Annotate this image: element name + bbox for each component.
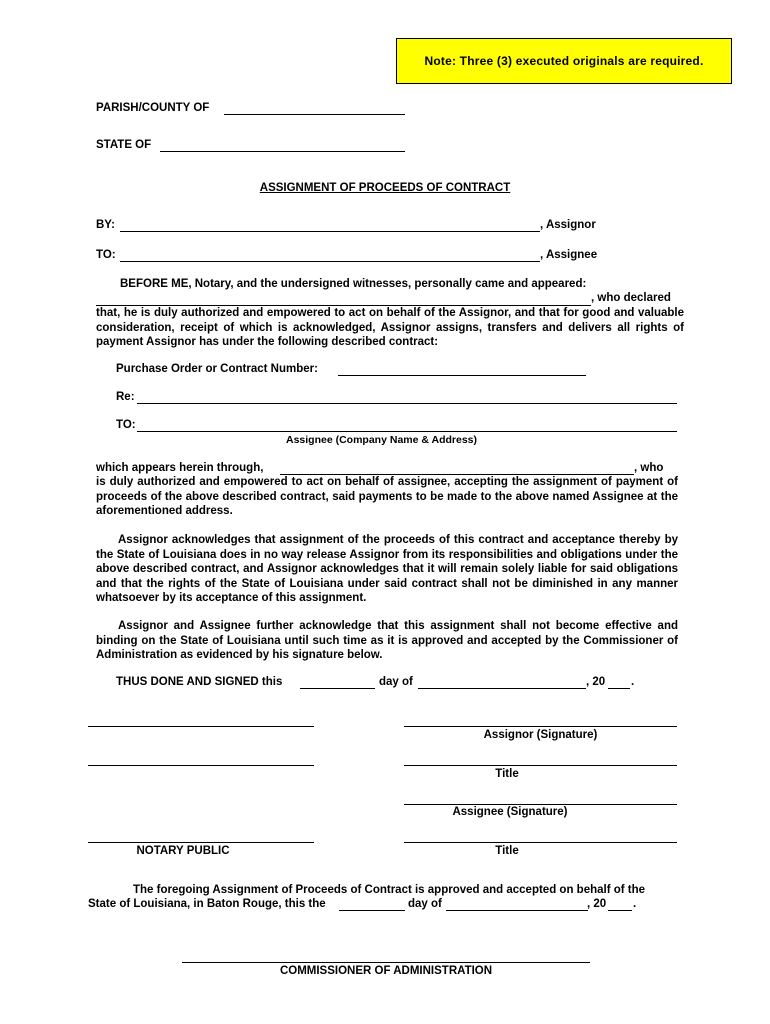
through-paragraph: is duly authorized and empowered to act on behalf of assignee, accepting the assignment of payment of proceeds of the above described contract, said payments to be made to the above named Assignee at the aforementioned address. xyxy=(96,476,678,517)
commissioner-signature-line[interactable] xyxy=(182,962,590,963)
signed-lead: THUS DONE AND SIGNED this xyxy=(116,676,283,688)
assignor-signature-line[interactable] xyxy=(404,726,677,727)
approval-day-of: day of xyxy=(408,898,442,910)
signed-year-prefix: , 20 xyxy=(586,676,606,688)
approval-line-1: The foregoing Assignment of Proceeds of Contract is approved and accepted on behalf of the xyxy=(133,884,646,896)
notary-signature-line[interactable] xyxy=(88,842,314,843)
approval-period: . xyxy=(633,898,637,910)
assignor-field[interactable] xyxy=(120,231,540,232)
re-field[interactable] xyxy=(137,403,677,404)
assignor-signature-caption: Assignor (Signature) xyxy=(483,729,598,741)
approval-requirement-paragraph xyxy=(96,619,678,663)
acknowledgement-text: Assignor acknowledges that assignment of the proceeds of this contract and acceptance thereby by the State of Louisiana does in no way release Assignor from its responsibilities and obligations under the above described contract, and Assignor acknowledges that it will remain solely liable for said obligations and that the rights of the State of Louisiana under said contract shall not be diminished in any manner whatsoever by its acceptance of this assignment. xyxy=(96,534,678,604)
by-label: BY: xyxy=(96,219,115,231)
assignee-title-line[interactable] xyxy=(404,842,677,843)
commissioner-caption: COMMISSIONER OF ADMINISTRATION xyxy=(279,965,493,977)
document-title: ASSIGNMENT OF PROCEEDS OF CONTRACT xyxy=(259,182,511,194)
assignor-title-line[interactable] xyxy=(404,765,677,766)
parish-field[interactable] xyxy=(224,114,405,115)
assignee-signature-line[interactable] xyxy=(404,804,677,805)
through-who: , who xyxy=(634,462,664,474)
re-label: Re: xyxy=(116,391,135,403)
acknowledgement-paragraph xyxy=(96,533,678,606)
intro-paragraph: that, he is duly authorized and empowered to act on behalf of the Assignor, and that for good and valuable consideration, receipt of which is acknowledged, Assignor assigns, transfers and delivers all rights of payment Assignor has under the following described contract: xyxy=(96,307,684,348)
to-label: TO: xyxy=(96,249,116,261)
required-originals-note: Note: Three (3) executed originals are required. xyxy=(396,38,732,84)
signed-month-field[interactable] xyxy=(418,688,586,689)
assignee-suffix: , Assignee xyxy=(540,249,598,261)
assignee-company-caption: Assignee (Company Name & Address) xyxy=(286,434,477,446)
assignee-signature-caption: Assignee (Signature) xyxy=(452,806,568,818)
assignee-title-caption: Title xyxy=(495,845,519,857)
approval-requirement-text: Assignor and Assignee further acknowledge that this assignment shall not become effective and binding on the State of Louisiana until such time as it is approved and accepted by the Commissioner of Administration as evidenced by his signature below. xyxy=(96,620,678,661)
assignor-suffix: , Assignor xyxy=(540,219,596,231)
contract-to-label: TO: xyxy=(116,419,136,431)
notary-caption: NOTARY PUBLIC xyxy=(136,845,230,857)
po-number-field[interactable] xyxy=(338,375,586,376)
signed-period: . xyxy=(631,676,635,688)
state-field[interactable] xyxy=(160,151,405,152)
through-lead: which appears herein through, xyxy=(96,462,264,474)
signed-day-field[interactable] xyxy=(300,688,375,689)
approval-month-field[interactable] xyxy=(446,910,588,911)
assignee-field[interactable] xyxy=(120,261,540,262)
approval-year-field[interactable] xyxy=(608,910,632,911)
who-declared-text: , who declared xyxy=(591,292,671,304)
signed-day-of: day of xyxy=(379,676,413,688)
signed-year-field[interactable] xyxy=(608,688,630,689)
parish-label: PARISH/COUNTY OF xyxy=(96,102,210,114)
approval-line-2-lead: State of Louisiana, in Baton Rouge, this the xyxy=(88,898,326,910)
approval-day-field[interactable] xyxy=(339,910,405,911)
assignor-title-caption: Title xyxy=(495,768,519,780)
state-label: STATE OF xyxy=(96,139,152,151)
witness-2-signature-line[interactable] xyxy=(88,765,314,766)
before-me-text: BEFORE ME, Notary, and the undersigned witnesses, personally came and appeared: xyxy=(120,278,587,290)
witness-1-signature-line[interactable] xyxy=(88,726,314,727)
po-label: Purchase Order or Contract Number: xyxy=(116,363,318,375)
approval-year-prefix: , 20 xyxy=(587,898,607,910)
assignee-company-field[interactable] xyxy=(137,431,677,432)
